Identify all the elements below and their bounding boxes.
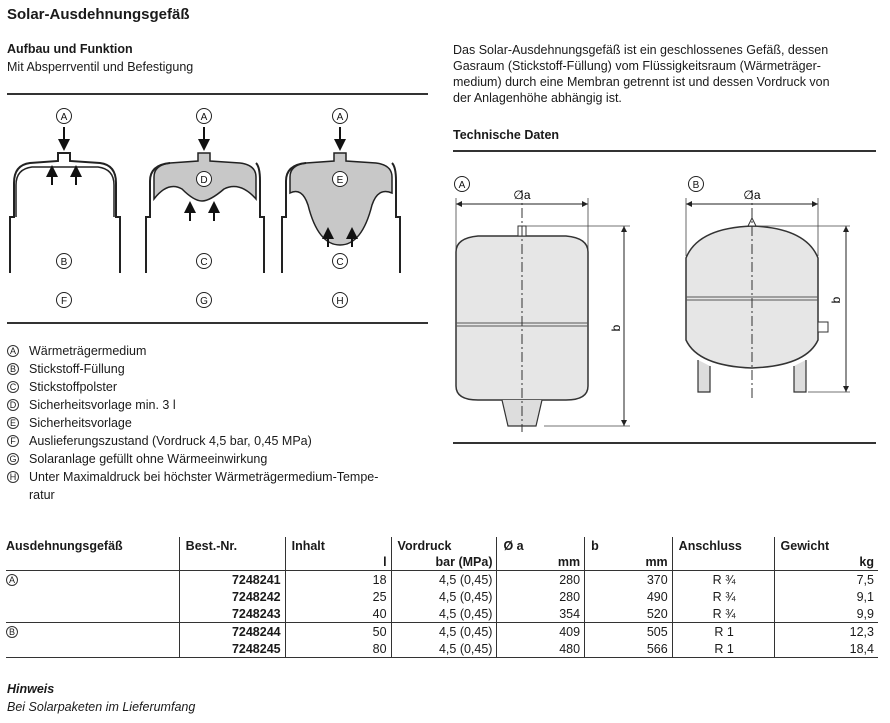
- weight: 7,5: [774, 571, 878, 589]
- tech-data-heading: Technische Daten: [453, 128, 560, 142]
- label-A: A: [60, 112, 68, 123]
- unit-cell: [6, 553, 179, 571]
- column-header: b: [585, 537, 673, 553]
- unit-cell: l: [285, 553, 391, 571]
- connection: R ¾: [672, 588, 774, 605]
- legend-key: C: [7, 381, 19, 393]
- column-header: Vordruck: [391, 537, 497, 553]
- order-number: 7248241: [179, 571, 285, 589]
- vessel-type-a: [456, 188, 630, 432]
- label-E: E: [336, 175, 344, 186]
- label-A: A: [458, 180, 466, 191]
- height: 505: [585, 623, 673, 641]
- note-heading: Hinweis: [7, 682, 55, 696]
- legend-key: B: [7, 363, 19, 375]
- section-heading-structure: Aufbau und Funktion: [7, 42, 133, 56]
- weight: 9,1: [774, 588, 878, 605]
- vessel-max-pressure-state: [282, 127, 400, 273]
- table-row: [6, 605, 878, 623]
- legend-text: Stickstoffpolster: [29, 380, 118, 394]
- table-row: [6, 623, 878, 641]
- table-row: [6, 640, 878, 658]
- legend-text: Solaranlage gefüllt ohne Wärmeeinwirkung: [29, 452, 268, 466]
- weight: 18,4: [774, 640, 878, 658]
- column-header: Ø a: [497, 537, 585, 553]
- legend-key: A: [7, 345, 19, 357]
- group-cell: [6, 640, 179, 658]
- note-text: Bei Solarpaketen im Lieferumfang: [7, 700, 196, 714]
- description-line: Das Solar-Ausdehnungsgefäß ist ein geschlossenes Gefäß, dessen: [453, 43, 829, 57]
- pre-pressure: 4,5 (0,45): [391, 640, 497, 658]
- legend-item: [7, 342, 447, 360]
- legend-item: [7, 468, 447, 504]
- legend-item: [7, 432, 447, 450]
- legend-text: Sicherheitsvorlage min. 3 l: [29, 398, 176, 412]
- page-title: Solar-Ausdehnungsgefäß: [7, 6, 190, 23]
- dim-a: ∅a: [743, 188, 761, 202]
- connection: R 1: [672, 623, 774, 641]
- legend-text-line: ratur: [29, 488, 55, 502]
- diameter: 409: [497, 623, 585, 641]
- group-key: B: [6, 626, 18, 638]
- vessel-delivery-state: [10, 127, 120, 273]
- group-cell: [6, 571, 179, 589]
- label-G: G: [200, 296, 208, 307]
- label-A: A: [200, 112, 208, 123]
- column-header: Anschluss: [672, 537, 774, 553]
- divider: [453, 150, 876, 152]
- height: 520: [585, 605, 673, 623]
- volume: 40: [285, 605, 391, 623]
- column-header: Ausdehnungsgefäß: [6, 538, 123, 553]
- label-C: C: [336, 257, 344, 268]
- connection: R ¾: [672, 605, 774, 623]
- dim-a: ∅a: [513, 188, 531, 202]
- table-units-row: [6, 553, 878, 571]
- connection: R ¾: [672, 571, 774, 589]
- label-A: A: [336, 112, 344, 123]
- volume: 18: [285, 571, 391, 589]
- legend-key: E: [7, 417, 19, 429]
- legend-text-line: Unter Maximaldruck bei höchster Wärmeträgermedium-Tempe-: [29, 470, 379, 484]
- unit-cell: [179, 553, 285, 571]
- diameter: 480: [497, 640, 585, 658]
- height: 566: [585, 640, 673, 658]
- label-H: H: [336, 296, 344, 307]
- legend: [7, 342, 447, 504]
- group-cell: [6, 588, 179, 605]
- legend-text: Wärmeträgermedium: [29, 344, 147, 358]
- legend-text: Stickstoff-Füllung: [29, 362, 125, 376]
- technical-drawing: [448, 160, 878, 440]
- legend-text: Sicherheitsvorlage: [29, 416, 132, 430]
- legend-key: D: [7, 399, 19, 411]
- volume: 50: [285, 623, 391, 641]
- legend-item: [7, 450, 447, 468]
- order-number: 7248243: [179, 605, 285, 623]
- diameter: 280: [497, 588, 585, 605]
- volume: 25: [285, 588, 391, 605]
- legend-key: H: [7, 471, 19, 483]
- pre-pressure: 4,5 (0,45): [391, 623, 497, 641]
- description-line: Gasraum (Stickstoff-Füllung) vom Flüssigkeitsraum (Wärmeträger-: [453, 59, 821, 73]
- legend-key: F: [7, 435, 19, 447]
- label-C: C: [200, 257, 208, 268]
- weight: 9,9: [774, 605, 878, 623]
- function-diagram: [0, 95, 440, 321]
- table-row: [6, 588, 878, 605]
- dim-b: b: [609, 324, 623, 332]
- height: 370: [585, 571, 673, 589]
- label-B: B: [692, 180, 700, 191]
- vessel-type-b: [686, 188, 850, 400]
- order-number: 7248244: [179, 623, 285, 641]
- unit-cell: kg: [774, 553, 878, 571]
- divider: [453, 442, 876, 444]
- order-number: 7248245: [179, 640, 285, 658]
- label-F: F: [60, 296, 68, 307]
- connection: R 1: [672, 640, 774, 658]
- table-header-row: [6, 537, 878, 553]
- pre-pressure: 4,5 (0,45): [391, 588, 497, 605]
- height: 490: [585, 588, 673, 605]
- divider: [7, 322, 428, 324]
- label-D: D: [200, 175, 208, 186]
- legend-key: G: [7, 453, 19, 465]
- vessel-filled-state: [146, 127, 264, 273]
- column-header: Gewicht: [774, 537, 878, 553]
- table-row: [6, 571, 878, 589]
- group-cell: [6, 623, 179, 641]
- column-header: Inhalt: [285, 537, 391, 553]
- legend-item: [7, 360, 447, 378]
- group-key: A: [6, 574, 18, 586]
- unit-cell: bar (MPa): [391, 553, 497, 571]
- unit-cell: mm: [585, 553, 673, 571]
- diameter: 354: [497, 605, 585, 623]
- description-line: der Anlagenhöhe abhängig ist.: [453, 91, 622, 105]
- label-B: B: [60, 257, 68, 268]
- order-number: 7248242: [179, 588, 285, 605]
- dim-b: b: [829, 296, 843, 304]
- unit-cell: mm: [497, 553, 585, 571]
- column-header: Best.-Nr.: [179, 537, 285, 553]
- pre-pressure: 4,5 (0,45): [391, 605, 497, 623]
- description-line: medium) durch eine Membran getrennt ist und dessen Vordruck von: [453, 75, 830, 89]
- legend-text: [29, 468, 378, 504]
- group-cell: [6, 605, 179, 623]
- weight: 12,3: [774, 623, 878, 641]
- description-text: [453, 42, 883, 106]
- section-subheading: Mit Absperrventil und Befestigung: [7, 60, 194, 74]
- unit-cell: [672, 553, 774, 571]
- legend-text: Auslieferungszustand (Vordruck 4,5 bar, 0,45 MPa): [29, 434, 312, 448]
- diameter: 280: [497, 571, 585, 589]
- volume: 80: [285, 640, 391, 658]
- legend-item: [7, 396, 447, 414]
- spec-table: [6, 537, 878, 658]
- legend-item: [7, 378, 447, 396]
- pre-pressure: 4,5 (0,45): [391, 571, 497, 589]
- legend-item: [7, 414, 447, 432]
